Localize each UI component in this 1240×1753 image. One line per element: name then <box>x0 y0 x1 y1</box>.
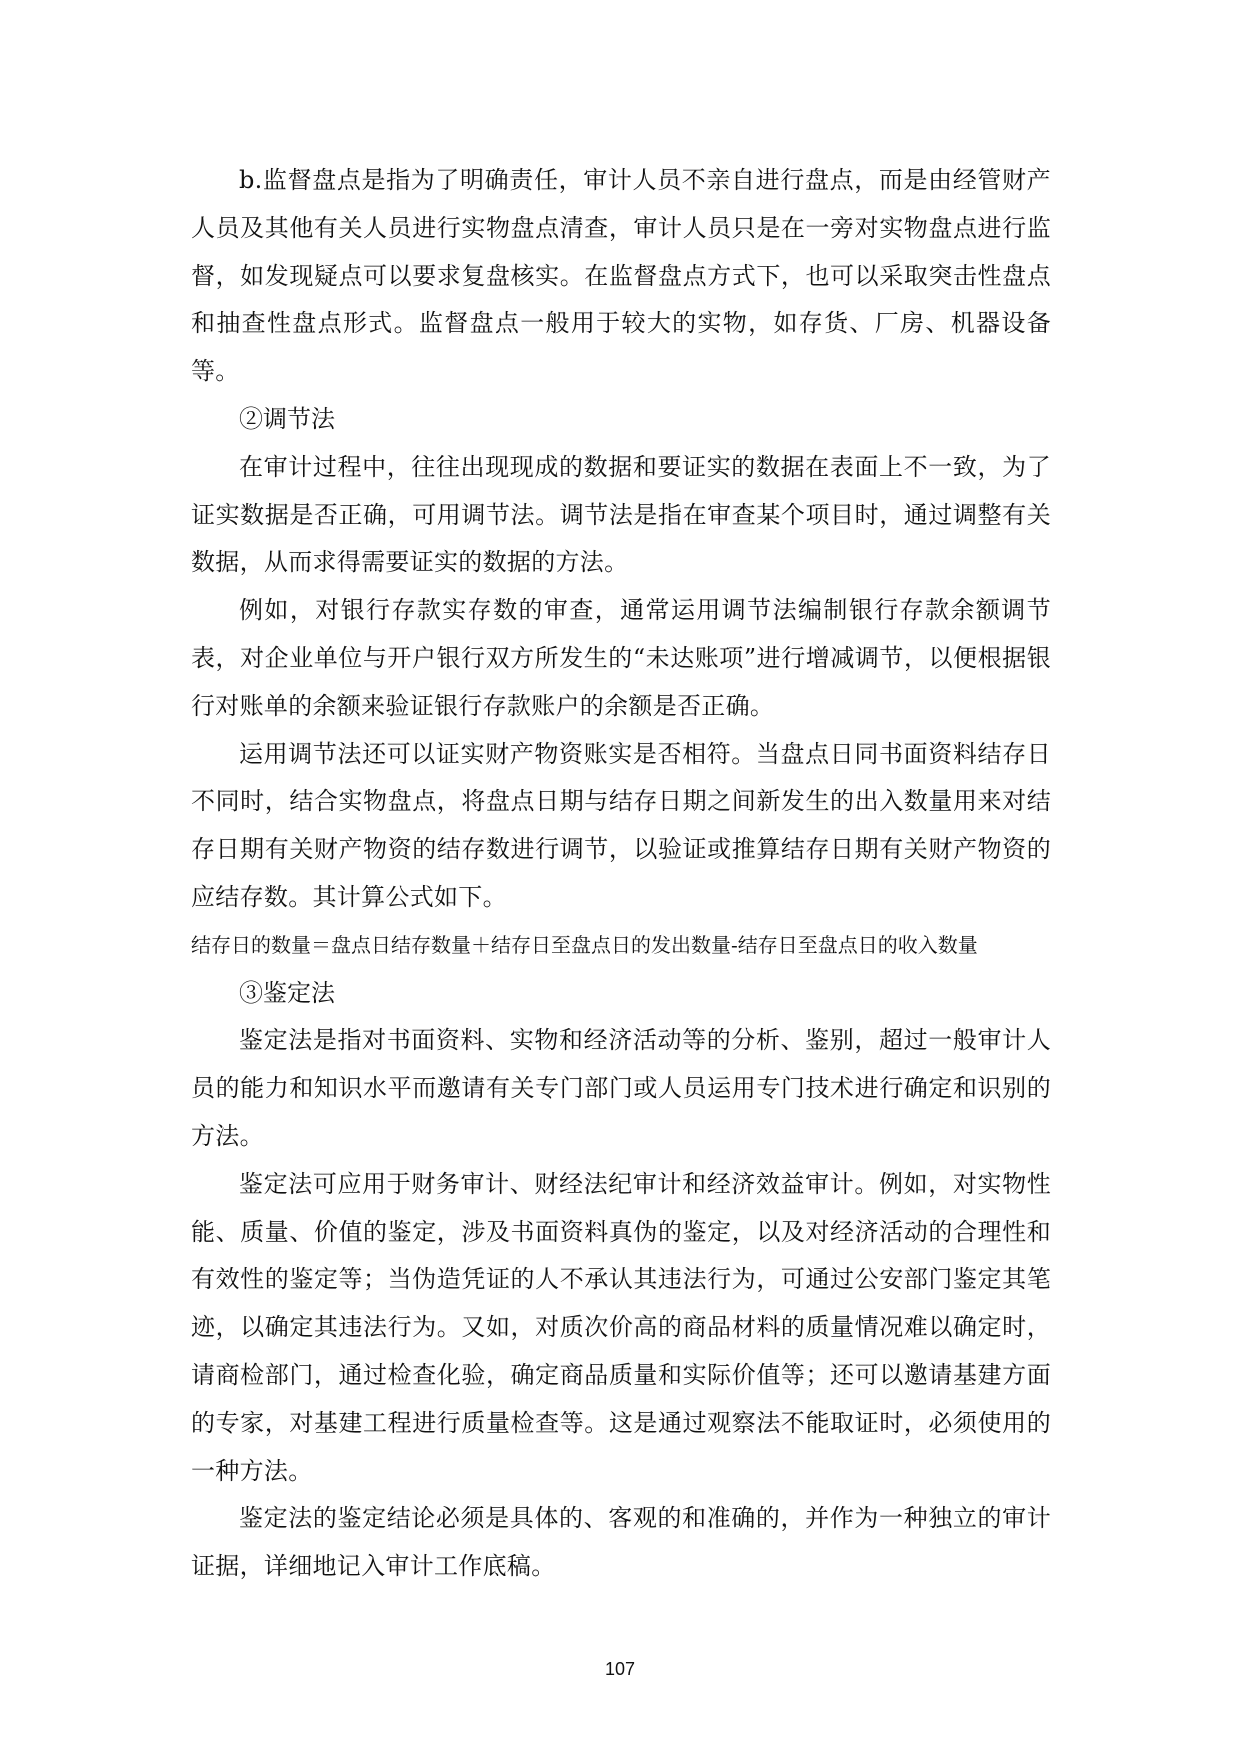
page-body <box>191 157 1051 1591</box>
paragraph-supervised-inventory: b.监督盘点是指为了明确责任，审计人员不亲自进行盘点，而是由经管财产人员及其他有关人员进行实物盘点清查，审计人员只是在一旁对实物盘点进行监督，如发现疑点可以要求复盘核实。在监督盘点方式下，也可以采取突击性盘点和抽查性盘点形式。监督盘点一般用于较大的实物，如存货、厂房、机器设备等。 <box>191 166 1051 386</box>
paragraph-adjustment-definition: 在审计过程中，往往出现现成的数据和要证实的数据在表面上不一致，为了证实数据是否正确，可用调节法。调节法是指在审查某个项目时，通过调整有关数据，从而求得需要证实的数据的方法。 <box>191 452 1051 577</box>
paragraph-appraisal-application: 鉴定法可应用于财务审计、财经法纪审计和经济效益审计。例如，对实物性能、质量、价值的鉴定，涉及书面资料真伪的鉴定，以及对经济活动的合理性和有效性的鉴定等；当伪造凭证的人不承认其违法行为，可通过公安部门鉴定其笔迹，以确定其违法行为。又如，对质次价高的商品材料的质量情况难以确定时，请商检部门，通过检查化验，确定商品质量和实际价值等；还可以邀请基建方面的专家，对基建工程进行质量检查等。这是通过观察法不能取证时，必须使用的一种方法。 <box>191 1169 1051 1485</box>
paragraph-adjustment-bank-example: 例如，对银行存款实存数的审查，通常运用调节法编制银行存款余额调节表，对企业单位与开户银行双方所发生的“未达账项”进行增减调节，以便根据银行对账单的余额来验证银行存款账户的余额是否正确。 <box>191 596 1051 720</box>
paragraph-adjustment-inventory: 运用调节法还可以证实财产物资账实是否相符。当盘点日同书面资料结存日不同时，结合实物盘点，将盘点日期与结存日期之间新发生的出入数量用来对结存日期有关财产物资的结存数进行调节，以验证或推算结存日期有关财产物资的应结存数。其计算公式如下。 <box>191 739 1051 911</box>
heading-appraisal-method: ③鉴定法 <box>239 978 335 1007</box>
formula-line: 结存日的数量＝盘点日结存数量＋结存日至盘点日的发出数量-结存日至盘点日的收入数量 <box>191 932 978 957</box>
paragraph-appraisal-conclusion: 鉴定法的鉴定结论必须是具体的、客观的和准确的，并作为一种独立的审计证据，详细地记入审计工作底稿。 <box>191 1504 1051 1581</box>
page-number: 107 <box>604 1659 636 1679</box>
heading-adjustment-method: ②调节法 <box>239 404 335 433</box>
paragraph-appraisal-definition: 鉴定法是指对书面资料、实物和经济活动等的分析、鉴别，超过一般审计人员的能力和知识水平而邀请有关专门部门或人员运用专门技术进行确定和识别的方法。 <box>191 1026 1051 1150</box>
